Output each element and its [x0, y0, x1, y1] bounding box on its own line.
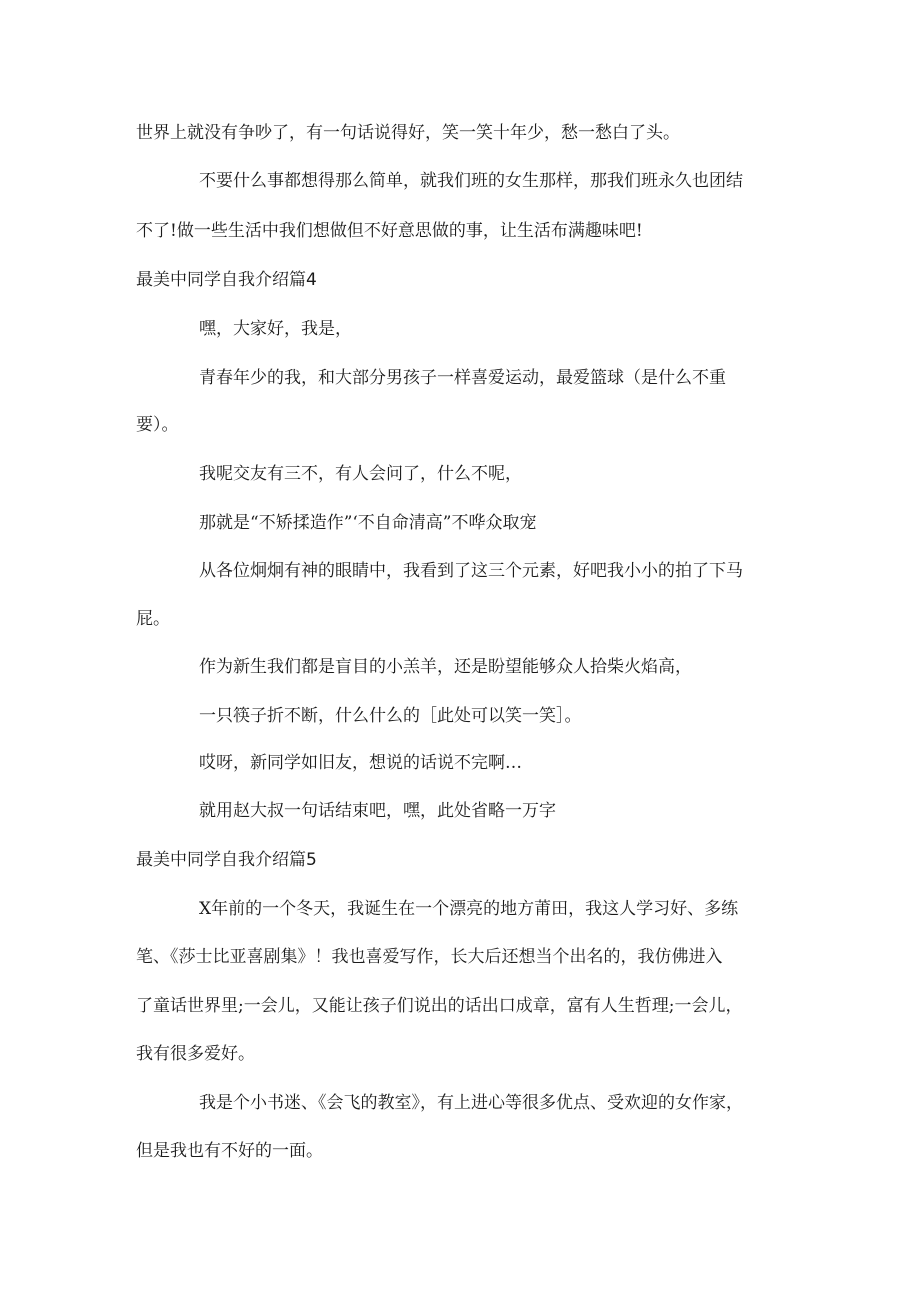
- text-line: 但是我也有不好的一面。: [136, 1141, 323, 1161]
- text-line: 不了!做一些生活中我们想做但不好意思做的事，让生活布满趣味吧!: [136, 221, 643, 241]
- paragraph-start: 我是个小书迷、《会飞的教室》，有上进心等很多优点、受欢迎的女作家，: [199, 1093, 743, 1113]
- text-line: 了童话世界里;一会儿，又能让孩子们说出的话出口成章，富有人生哲理;一会儿，: [136, 996, 743, 1016]
- paragraph-start: 哎呀，新同学如旧友，想说的话说不完啊…: [199, 753, 522, 773]
- paragraph-start: 我呢交友有三不，有人会问了，什么不呢，: [199, 464, 522, 484]
- paragraph-start: 那就是“不矫揉造作”‘不自命清高”不哗众取宠: [199, 513, 537, 533]
- text-line: 世界上就没有争吵了，有一句话说得好，笑一笑十年少，愁一愁白了头。: [136, 123, 680, 143]
- paragraph-start: 青春年少的我，和大部分男孩子一样喜爱运动，最爱篮球（是什么不重: [199, 368, 726, 388]
- text-line: 我有很多爱好。: [136, 1044, 255, 1064]
- paragraph-start: X年前的一个冬天，我诞生在一个漂亮的地方莆田，我这人学习好、多练: [199, 899, 739, 919]
- paragraph-start: 不要什么事都想得那么简单，就我们班的女生那样，那我们班永久也团结: [199, 171, 743, 191]
- paragraph-start: 就用赵大叔一句话结束吧，嘿，此处省略一万字: [199, 801, 556, 821]
- section-heading-5: 最美中同学自我介绍篇5: [136, 850, 317, 870]
- paragraph-start: 从各位炯炯有神的眼睛中，我看到了这三个元素，好吧我小小的拍了下马: [199, 561, 743, 581]
- paragraph-start: 嘿，大家好，我是，: [199, 319, 352, 339]
- paragraph-start: 作为新生我们都是盲目的小羔羊，还是盼望能够众人拾柴火焰高，: [199, 657, 692, 677]
- section-heading-4: 最美中同学自我介绍篇4: [136, 270, 317, 290]
- text-line: 要）。: [136, 415, 179, 435]
- text-line: 屁。: [136, 609, 170, 629]
- text-line: 笔、《莎士比亚喜剧集》！我也喜爱写作，长大后还想当个出名的，我仿佛进入: [136, 947, 723, 967]
- paragraph-start: 一只筷子折不断，什么什么的［此处可以笑一笑］。: [199, 706, 582, 726]
